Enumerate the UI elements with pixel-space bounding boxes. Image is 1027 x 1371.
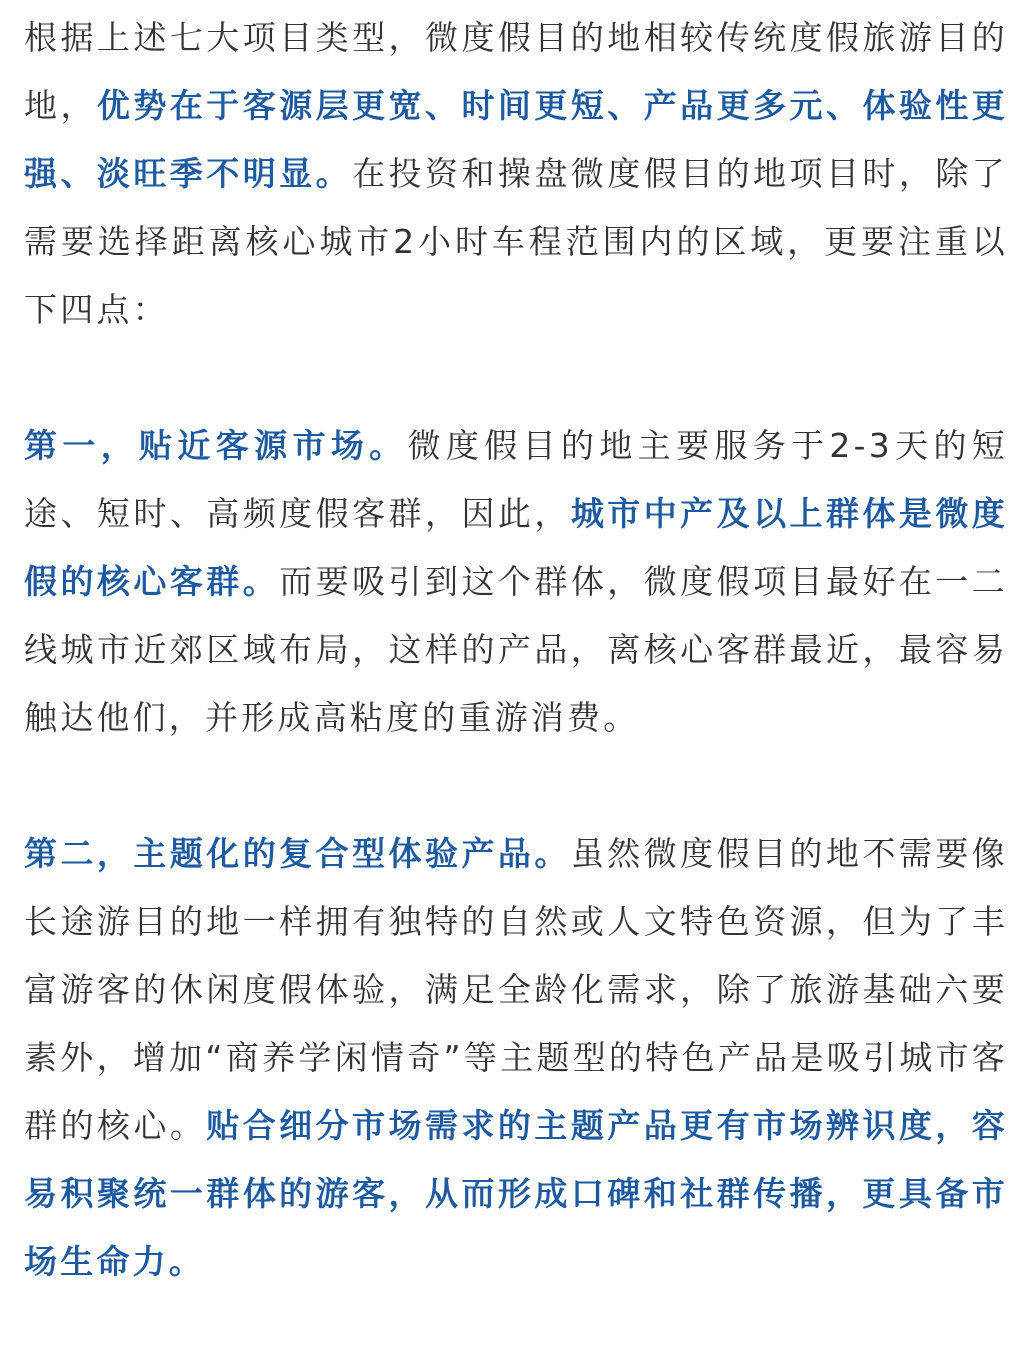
point-two-heading: 第二，主题化的复合型体验产品。 (24, 834, 571, 873)
intro-text-1: 根据上述七大项目类型，微度假目的地相较传统度假旅游目的地， (24, 18, 1008, 125)
paragraph-point-one (24, 412, 1008, 752)
point-one-text-2: 而要吸引到这个群体，微度假项目最好在一二线城市近郊区域布局，这样的产品，离核心客群最近，最容易触达他们，并形成高粘度的重游消费。 (24, 562, 1009, 737)
paragraph-point-two (24, 820, 1008, 1296)
point-one-heading: 第一，贴近客源市场。 (24, 426, 408, 465)
article-body (24, 0, 1008, 1296)
point-one-text-1: 微度假目的地主要服务于2-3天的短途、短时、高频度假客群，因此， (24, 426, 1008, 533)
intro-highlight-advantages: 优势在于客源层更宽、时间更短、产品更多元、体验性更强、淡旺季不明显。 (24, 86, 1009, 193)
point-two-highlight-theme-products: 贴合细分市场需求的主题产品更有市场辨识度，容易积聚统一群体的游客，从而形成口碑和社群传播，更具备市场生命力。 (24, 1106, 1009, 1281)
point-one-highlight-core-group: 城市中产及以上群体是微度假的核心客群。 (24, 494, 1009, 601)
point-two-text-1: 虽然微度假目的地不需要像长途游目的地一样拥有独特的自然或人文特色资源，但为了丰富游客的休闲度假体验，满足全龄化需求，除了旅游基础六要素外，增加“商养学闲情奇”等主题型的特色产品是吸引城市客群的核心。 (24, 834, 1009, 1145)
paragraph-intro (24, 4, 1008, 344)
intro-text-2: 在投资和操盘微度假目的地项目时，除了需要选择距离核心城市2小时车程范围内的区域，更要注重以下四点： (24, 154, 1008, 329)
